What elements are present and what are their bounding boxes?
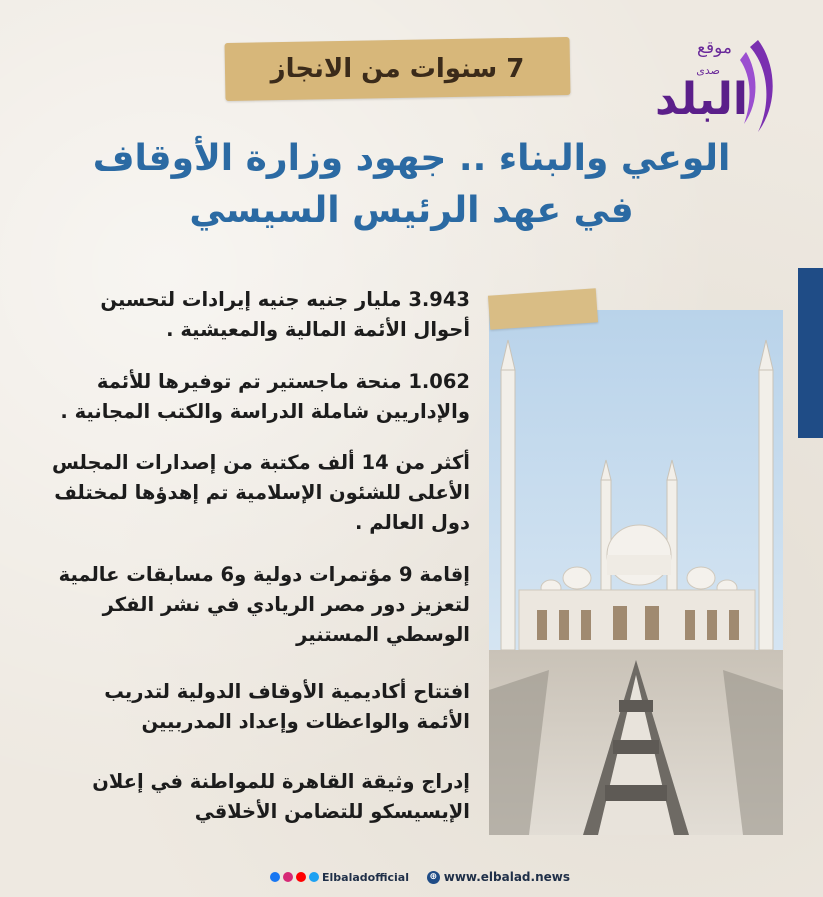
list-item xyxy=(40,767,470,827)
list-item xyxy=(40,560,470,650)
list-item-line: 3.943 مليار جنيه جنيه إيرادات لتحسين xyxy=(100,288,470,311)
list-item xyxy=(40,448,470,538)
site-logo xyxy=(640,32,790,142)
logo-sada-text: صدى xyxy=(696,64,720,77)
website-text[interactable]: www.elbalad.news xyxy=(443,870,570,884)
list-item-line: أكثر من 14 ألف مكتبة من إصدارات المجلس xyxy=(51,451,470,474)
instagram-icon[interactable] xyxy=(283,872,293,882)
main-title-line2: في عهد الرئيس السيسي xyxy=(189,190,634,231)
twitter-icon[interactable] xyxy=(309,872,319,882)
list-item-line: 1.062 منحة ماجستير تم توفيرها للأئمة xyxy=(96,370,470,393)
list-item xyxy=(40,677,470,737)
list-item-line: الأئمة والواعظات وإعداد المدربيين xyxy=(141,710,470,733)
list-item xyxy=(40,367,470,427)
list-item xyxy=(40,285,470,345)
mosque-photo xyxy=(489,310,783,835)
footer xyxy=(270,862,570,892)
website-link[interactable] xyxy=(427,870,570,884)
social-links xyxy=(270,871,409,884)
list-item-line: إقامة 9 مؤتمرات دولية و6 مسابقات عالمية xyxy=(58,563,470,586)
logo-main-text: البلد xyxy=(655,74,748,125)
facebook-icon[interactable] xyxy=(270,872,280,882)
list-item-line: أحوال الأئمة المالية والمعيشية . xyxy=(166,318,470,341)
list-item-line: دول العالم . xyxy=(355,511,470,534)
list-item-line: والإداريين شاملة الدراسة والكتب المجانية . xyxy=(60,400,470,423)
list-item-line: الإيسيسكو للتضامن الأخلاقي xyxy=(194,800,470,823)
list-item-line: الوسطي المستنير xyxy=(296,623,470,646)
mosque-illustration xyxy=(489,310,783,835)
main-title-line1: الوعي والبناء .. جهود وزارة الأوقاف xyxy=(92,138,731,179)
globe-icon: ⊕ xyxy=(427,871,440,884)
list-item-line: لتعزيز دور مصر الريادي في نشر الفكر xyxy=(102,593,470,616)
accent-side-bar xyxy=(798,268,823,438)
youtube-icon[interactable] xyxy=(296,872,306,882)
banner-title: 7 سنوات من الانجاز xyxy=(270,54,525,84)
social-handle[interactable]: Elbaladofficial xyxy=(322,870,409,884)
list-item-line: افتتاح أكاديمية الأوقاف الدولية لتدريب xyxy=(104,680,470,703)
logo-top-text: موقع xyxy=(696,38,732,58)
list-item-line: إدراج وثيقة القاهرة للمواطنة في إعلان xyxy=(92,770,470,793)
list-item-line: الأعلى للشئون الإسلامية تم إهدؤها لمختلف xyxy=(54,481,470,504)
